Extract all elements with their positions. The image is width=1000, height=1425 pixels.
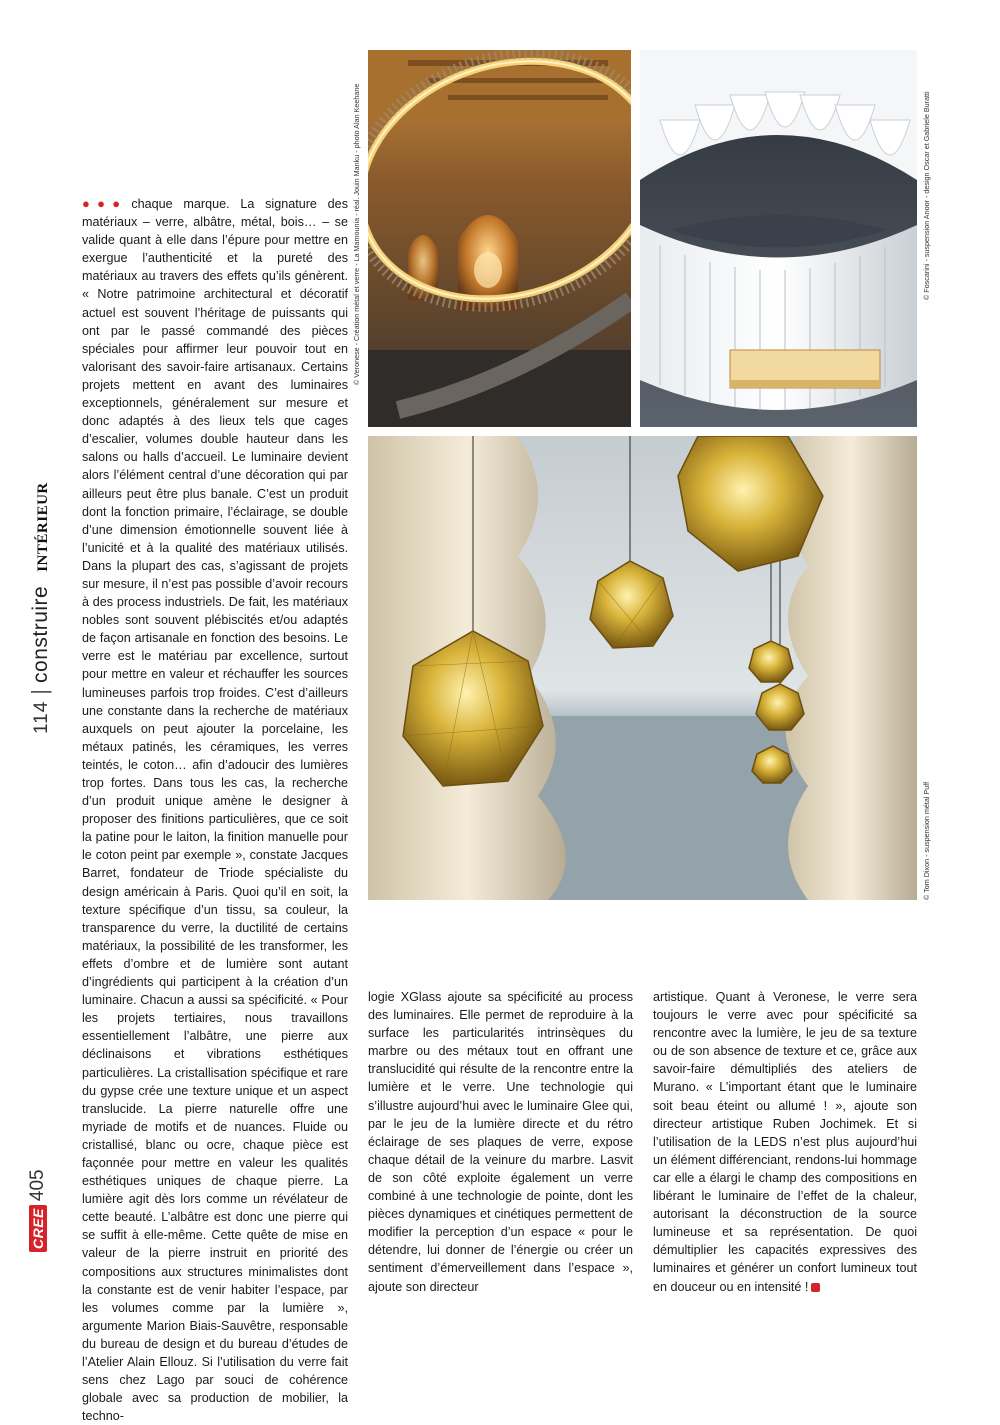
magazine-logo: CREE [29, 1205, 47, 1252]
photo-credit-tom-dixon: © Tom Dixon - suspension métal Puff [922, 781, 931, 900]
page-number: 114 [31, 700, 52, 734]
page-rubric [27, 482, 53, 734]
continuation-dots-icon: ●●● [82, 196, 128, 211]
article-text-col1: chaque marque. La signature des matériaux – verre, albâtre, métal, bois… – se valide quant à elle dans l’épure pour mettre en exergue l’authenticité et la pureté des matériaux au travers des effets qu’ils génèrent. « Notre patrimoine architectural et décoratif actuel est souvent l’héritage de puissants qui ont par le passé commandé des pièces spéciales pour affirmer leur pouvoir tout en valorisant des savoir-faire artisanaux. Certains projets mettent en avant des luminaires exceptionnels, généralement sur mesure et donc adaptés à des lieux tels que cages d’escalier, volumes double hauteur dans les salons ou halls d’accueil. Le luminaire devient alors l’élément central d’une décoration qui par ailleurs peut être plus banale. C’est un produit dont la fonction primaire, l’éclairage, se double d’une dimension émotionnelle souvent liée à l’unicité et à la qualité des matériaux utilisés. Dans la plupart des cas, s’agissant de projets sur mesure, il n’est pas possible d’avoir recours à des process industriels. De fait, les matériaux nobles sont souvent plébiscités et/ou adaptés de façon artisanale en fonction des besoins. Le verre est le matériau par excellence, surtout pour mettre en valeur et réchauffer les sources lumineuses parfois trop froides. C’est d’ailleurs une constante dans la recherche de matériaux auxquels on peut ajouter la porcelaine, les métaux patinés, les céramiques, les verres teintés, le coton… afin d’adoucir des lumières trop fortes. Dans tous les cas, la recherche d’un produit unique amène le designer à proposer des finitions particulières, que ce soit la patine pour le laiton, la finition manuelle pour le coton peint par exemple », constate Jacques Barret, fondateur de Triode spécialiste du design américain à Paris. Quoi qu’il en soit, la texture spécifique d’un tissu, sa couleur, la transparence du verre, la ductilité de certains matériaux, la possibilité de les transformer, les effets d’ombre et de lumière sont autant d’ingrédients qui participent à la création d’un luminaire. Chacun a aussi sa spécificité. « Pour les projets tertiaires, nous travaillons essentiellement l’albâtre, une pierre aux déclinaisons et vibrations esthétiques particulières. La cristallisation spécifique et rare du gypse crée une texture unique et un aspect translucide. La pierre naturelle offre une myriade de motifs et de nuances. Fluide ou cristallisé, blanc ou ocre, chaque pièce est façonnée pour mettre en valeur les qualités esthétiques uniques de chaque pierre. La lumière agit dès lors comme un révélateur de cette beauté. L’albâtre est donc une pierre qui se suffit à elle-même. Cette quête de mise en valeur de la pierre instruit en priorité des compositions aux structures minimalistes dont la constante est de venir habiter l’espace, par les volumes comme par la lumière », argumente Marion Biais-Sauvêtre, responsable du bureau de design et du bureau d’études de l’Atelier Alain Ellouz. Si l’utilisation du verre fait sens chez Lago par souci de cohérence globale avec sa production de mobilier, la techno- [82, 197, 348, 1424]
photo-tom-dixon-puff [368, 436, 917, 900]
photo-credit-foscarini: © Foscarini - suspension Anoor - design Oscar et Gabriele Buratti [922, 91, 931, 300]
article-text-col2: logie XGlass ajoute sa spécificité au process des luminaires. Elle permet de reproduire à la surface les particularités intrinsèques du marbre ou des métaux tout en offrant une translucidité qui résulte de la rencontre entre la lumière et le verre. Une technologie qui s’illustre aujourd’hui avec le luminaire Glee qui, par le jeu de la lumière directe et du rétro éclairage de ses plaques de verre, expose chaque détail de la veinure du marbre. Lasvit de son côté exploite également un verre combiné à une technologie de pointe, dont les pièces dynamiques et cinétiques permettent de modifier la perception d’un espace « pour le détendre, lui donner de l’énergie ou créer un sentiment d’émerveillement dans l’espace », ajoute son directeur [368, 990, 633, 1294]
article-paragraph [82, 195, 348, 1425]
section-name: construire [29, 585, 52, 683]
photo-veronese-chandelier [368, 50, 631, 427]
article-column-3 [653, 988, 917, 1296]
end-of-article-icon [811, 1283, 820, 1292]
article-paragraph [653, 988, 917, 1296]
article-column-2 [368, 988, 633, 1296]
photo-credit-veronese: © Veronese - Création métal et verre - La Mamounia - réal. Jouin Manku - photo Alan Keehane [352, 83, 361, 385]
issue-number: 405 [27, 1169, 48, 1202]
rubric-divider: | [27, 688, 52, 695]
photo-foscarini-anoor [640, 50, 917, 427]
article-column-1 [82, 195, 348, 1425]
article-text-col3: artistique. Quant à Veronese, le verre sera toujours le verre avec pour spécificité sa rencontre avec la lumière, le jeu de sa texture ou de son absence de texture et ce, grâce aux savoir-faire démultipliés des ateliers de Murano. « L’important étant que le luminaire soit beau éteint ou allumé ! », ajoute son directeur artistique Ruben Jochimek. Et si l’utilisation de la LEDS n’est plus aujourd’hui un élément différenciant, rendons-lui hommage car elle a élargi le champ des compositions en libérant le luminaire de l’effet de la chaleur, autorisant la déconstruction de la source lumineuse et sa représentation. De quoi démultiplier les capacités expressives des luminaires et générer un confort lumineux tout en douceur ou en intensité ! [653, 990, 917, 1294]
issue-marker [27, 1169, 49, 1252]
rubric-label: INTÉRIEUR [35, 482, 51, 572]
